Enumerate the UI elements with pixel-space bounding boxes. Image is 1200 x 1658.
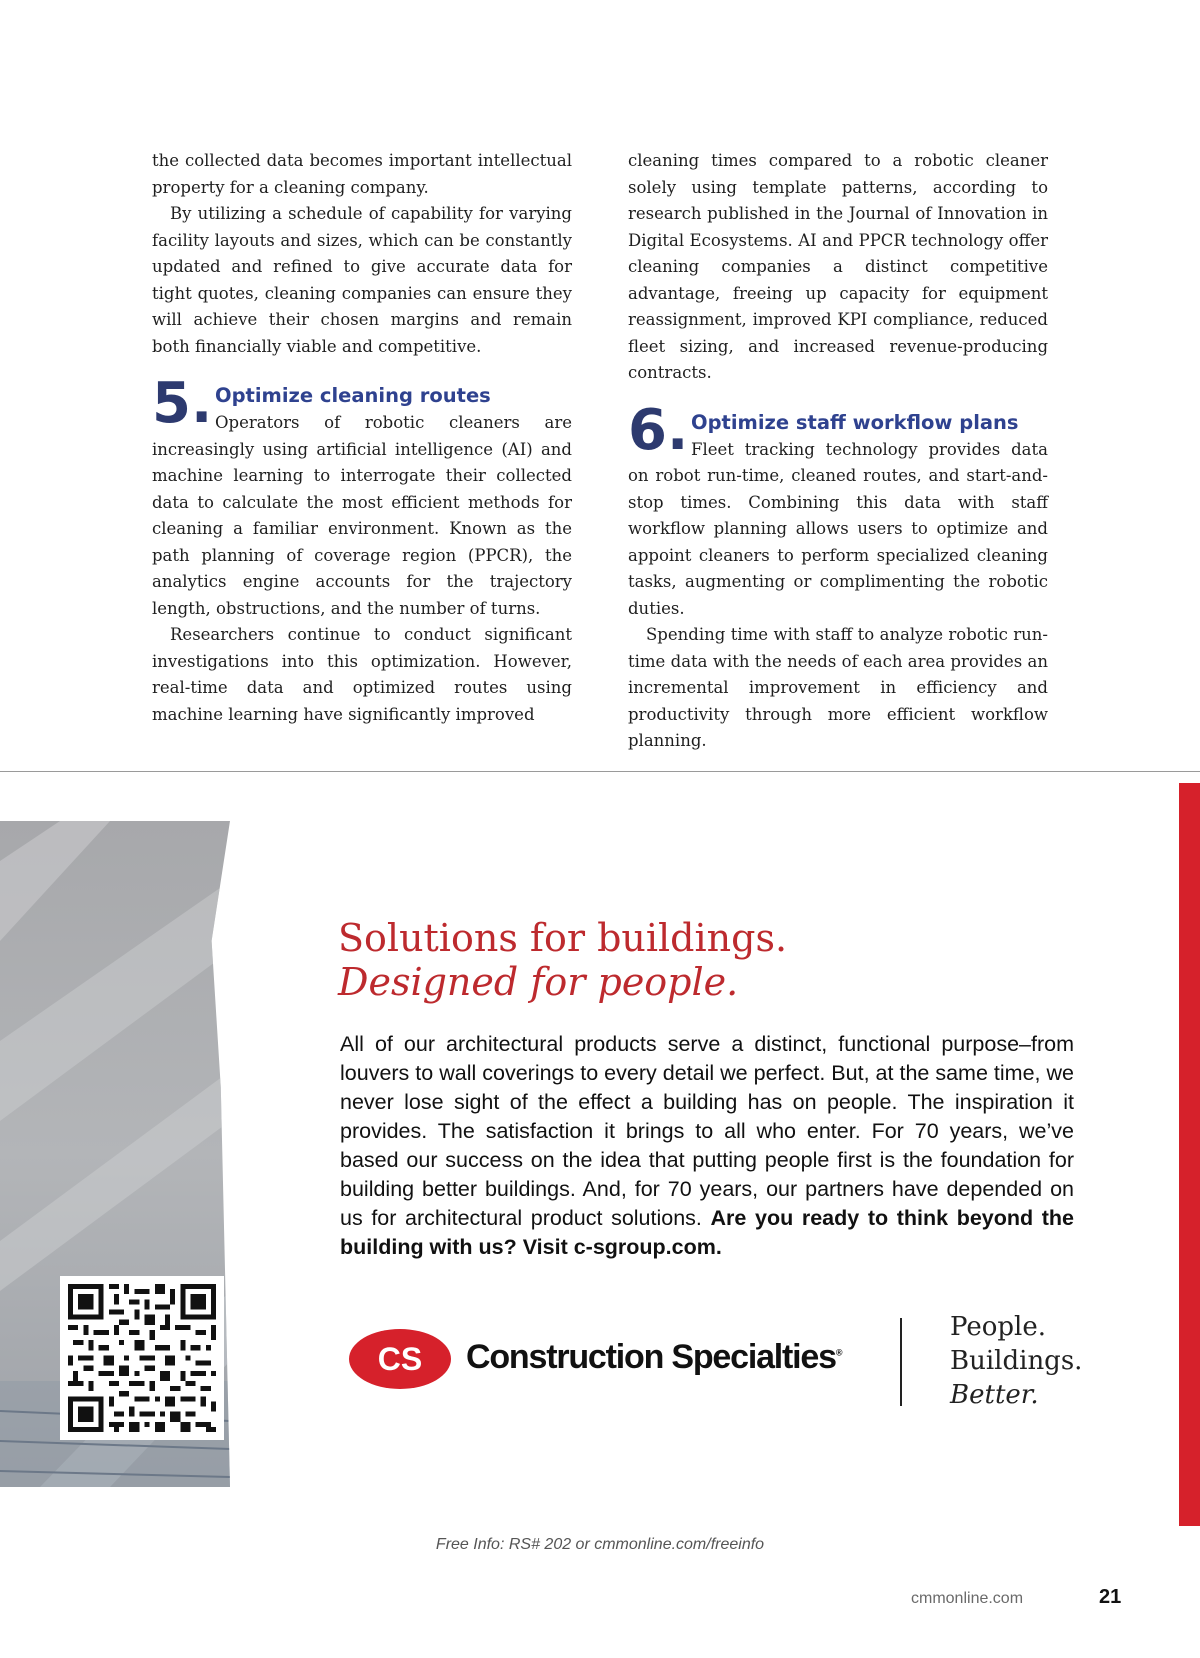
tagline-line: Buildings. — [950, 1346, 1083, 1376]
paragraph: Operators of robotic cleaners are increasingly using artificial intelligence (AI) and machine learning to interrogate their collected data to calculate the most efficient methods for cleaning a familiar environment. Known as the path planning of coverage region (PPCR), the analytics engine accounts for the trajectory length, obstructions, and the number of turns. — [152, 413, 572, 618]
company-name-text: Construction Specialties — [466, 1338, 836, 1376]
paragraph: Fleet tracking technology provides data on robot run-time, cleaned routes, and start-and-stop times. Combining this data with staff workflow planning allows users to optimize and appoint cleaners to perform specialized cleaning tasks, augmenting or complimenting the robotic duties. — [628, 439, 1048, 618]
ad-call-to-action[interactable]: Are you ready to think beyond the building with us? Visit c-sgroup.com. — [340, 1206, 1074, 1259]
logo-divider — [900, 1318, 902, 1406]
section-6 — [628, 397, 1048, 755]
section-title: Optimize staff workflow plans — [691, 410, 1019, 434]
section-title: Optimize cleaning routes — [215, 384, 491, 407]
page-number: 21 — [1099, 1586, 1122, 1608]
trademark: ® — [835, 1347, 842, 1358]
qr-code[interactable] — [60, 1276, 224, 1440]
ad-body — [340, 1030, 1074, 1262]
cs-logo-mark: CS — [377, 1341, 423, 1377]
paragraph: By utilizing a schedule of capability for varying facility layouts and sizes, which can be constantly updated and refined to give accurate data for tight quotes, cleaning companies can ensure they will achieve their chosen margins and remain both financially viable and competitive. — [152, 204, 572, 356]
article-column-left — [152, 148, 572, 728]
paragraph: Spending time with staff to analyze robotic run-time data with the needs of each area provides an incremental improvement in efficiency and productivity through more efficient workflow planning. — [628, 625, 1048, 750]
free-info-line[interactable]: Free Info: RS# 202 or cmmonline.com/freeinfo — [435, 1536, 765, 1553]
ad-headline — [338, 916, 787, 1004]
company-name — [466, 1338, 841, 1377]
tagline-line: Better. — [950, 1380, 1039, 1410]
ad-headline-line-2: Designed for people. — [338, 960, 739, 1004]
tagline — [950, 1310, 1082, 1412]
paragraph: the collected data becomes important intellectual property for a cleaning company. — [152, 151, 572, 197]
site-name[interactable]: cmmonline.com — [911, 1590, 1024, 1607]
paragraph: Researchers continue to conduct significant investigations into this optimization. However, real-time data and optimized routes using machine learning have significantly improved — [152, 625, 572, 724]
section-number: 5. — [152, 371, 213, 436]
section-5 — [152, 371, 572, 728]
paragraph: cleaning times compared to a robotic cleaner solely using template patterns, according to research published in the Journal of Innovation in Digital Ecosystems. AI and PPCR technology offer cleaning companies a distinct competitive advantage, freeing up capacity for equipment reassignment, improved KPI compliance, reduced fleet sizing, and increased revenue-producing contracts. — [628, 151, 1048, 382]
section-number: 6. — [628, 397, 689, 463]
cs-logo-icon — [348, 1328, 452, 1390]
article-column-right — [628, 148, 1048, 755]
ad-headline-line-1: Solutions for buildings. — [338, 916, 788, 960]
tagline-line: People. — [950, 1312, 1046, 1342]
ad-body-text: All of our architectural products serve a distinct, functional purpose–from louvers to wall coverings to every detail we perfect. But, at the same time, we never lose sight of the effect a building has on people. The inspiration it provides. The satisfaction it brings to all who enter. For 70 years, we’ve based our success on the idea that putting people first is the foundation for building better buildings. And, for 70 years, our partners have depended on us for architectural product solutions. — [340, 1032, 1074, 1230]
accent-bar — [1179, 783, 1200, 1526]
divider — [0, 771, 1200, 772]
